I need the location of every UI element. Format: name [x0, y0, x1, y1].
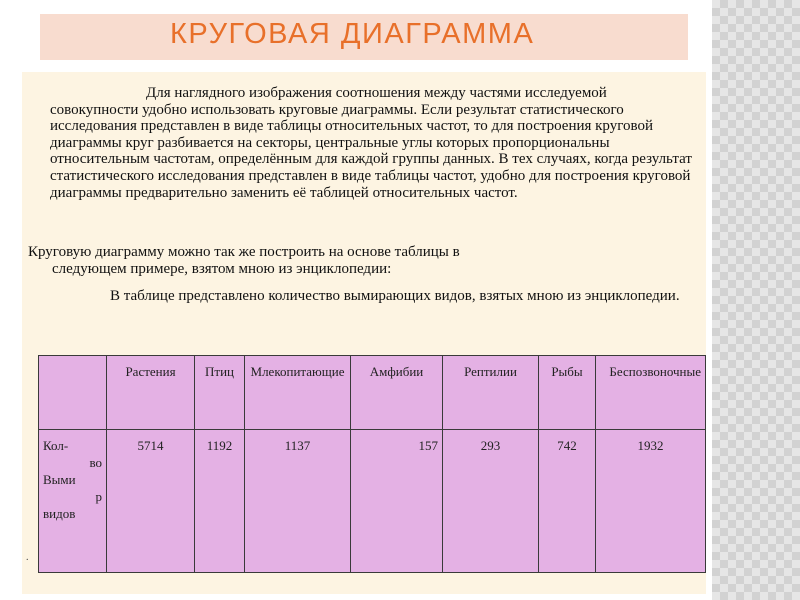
- slide-title: КРУГОВАЯ ДИАГРАММА: [170, 18, 535, 50]
- intro-paragraph-text: Для наглядного изображения соотношения между частями исследуемой совокупности удобно использовать круговые диаграммы. Если результат статистического исследования представлен в виде таблицы относительных частот, то для построения круговой диаграммы круг разбивается на секторы, центральные углы которых пропорциональны относительным частотам, определённым для каждой группы данных. В тех случаях, когда результат статистического исследования представлен в виде таблицы частот, удобно для построения круговой диаграммы предварительно заменить её таблицей относительных частот.: [50, 85, 692, 201]
- row-label-line: во: [89, 455, 102, 470]
- species-table: [38, 355, 706, 573]
- footnote-marker: .: [26, 552, 29, 563]
- row-label-line: видов: [43, 506, 76, 521]
- content-panel: [22, 72, 706, 594]
- table-description-paragraph: [50, 288, 690, 305]
- value-cell: 1137: [245, 430, 351, 573]
- table-header-row: [39, 356, 706, 430]
- decorative-side-pattern: [712, 0, 800, 600]
- header-cell: Растения: [107, 356, 195, 430]
- value-cell: 157: [351, 430, 443, 573]
- header-cell: Беспозвоночные: [596, 356, 706, 430]
- value-cell: 293: [443, 430, 539, 573]
- table-row: [39, 430, 706, 573]
- header-cell: Амфибии: [351, 356, 443, 430]
- table-corner-cell: [39, 356, 107, 430]
- value-cell: 1192: [195, 430, 245, 573]
- example-paragraph: [28, 244, 698, 277]
- intro-paragraph: [50, 85, 698, 201]
- example-line-2: следующем примере, взятом мною из энциклопедии:: [52, 260, 392, 277]
- row-label-line: Кол-: [43, 438, 69, 453]
- value-cell: 5714: [107, 430, 195, 573]
- value-cell: 1932: [596, 430, 706, 573]
- header-cell: Рептилии: [443, 356, 539, 430]
- row-label-line: Выми: [43, 472, 76, 487]
- header-cell: Птиц: [195, 356, 245, 430]
- header-cell: Рыбы: [539, 356, 596, 430]
- value-cell: 742: [539, 430, 596, 573]
- example-line-1: Круговую диаграмму можно так же построить на основе таблицы в: [28, 244, 460, 260]
- row-label-line: р: [95, 489, 102, 504]
- header-cell: Млекопитающие: [245, 356, 351, 430]
- table-description-text: В таблице представлено количество вымирающих видов, взятых мною из энциклопедии.: [110, 288, 680, 304]
- title-bar: [40, 14, 688, 60]
- row-label-cell: [39, 430, 107, 573]
